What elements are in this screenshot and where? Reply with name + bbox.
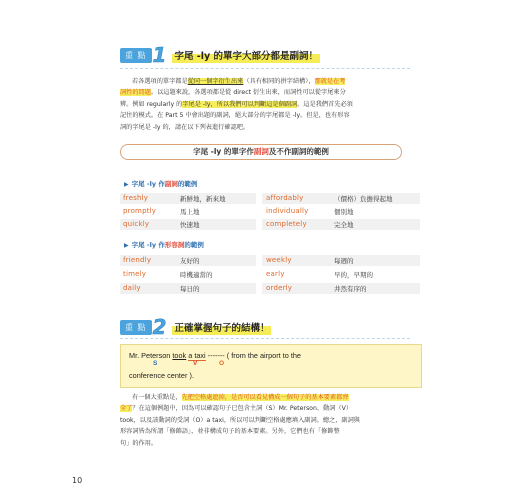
adverb-examples-label: ▶ 字尾 -ly 作副詞的範例: [124, 180, 198, 188]
adjective-examples-label: ▶ 字尾 -ly 作形容詞的範例: [124, 241, 204, 249]
object-label: O: [219, 360, 225, 367]
subject-label: S: [153, 360, 158, 367]
verb-label: V: [193, 360, 198, 367]
list-item: promptly 馬上地 individually 個別地: [123, 207, 354, 216]
triangle-bullet-icon: ▶: [124, 181, 129, 188]
dashed-divider: [120, 338, 410, 339]
dashed-divider: [120, 68, 410, 69]
list-item: timely 時機適當的 early 早的，早期的: [123, 270, 373, 279]
point-tag-label: 重 點: [120, 320, 152, 335]
point-header-2: [120, 315, 271, 339]
point-header-1: [120, 43, 320, 67]
list-item: friendly 友好的 weekly 每週的: [120, 255, 420, 266]
section-title: 正確掌握句子的結構！: [172, 319, 271, 335]
explanation-paragraph-2: 有一個大重點是，先把空格處遮掉，是否可以看見構成一個句子的基本要素都齊 全了？在這個例題中，因為可以確認句子已包含主詞（S）Mr. Peterson、動詞（V） took，以及該動詞的受詞（O）a taxi，所以可以判斷空格處應填入副詞。總之，副詞與 形容詞皆為所謂「修飾語」，並非構成句子的基本要素。另外，它們也有「修飾整 句」的作用。: [120, 394, 360, 447]
explanation-paragraph-1: 若各選項的單字都是從同一個字衍生出來（具有相同的拼字結構），那就是在考 詞性的問題。以這題來說，各選項都是從 direct 衍生出來，而詞性可以從字尾來分 辨。例如 regularly 的字尾是 -ly，所以我們可以判斷這是個副詞。這是我們首先必須 記住的模式。在 Part 5 中會出題的副詞，絕大部分的字尾都是 -ly。但是，也有形容 詞的字尾是 -ly 的，請在以下列表進行確認吧。: [120, 78, 353, 131]
list-item: quickly 快速地 completely 完全地: [120, 219, 420, 230]
page-number: 10: [72, 476, 83, 485]
point-number: 2: [152, 315, 167, 339]
table-caption: 字尾 -ly 的單字作副詞及不作副詞的範例: [120, 144, 402, 160]
example-sentence-box: [120, 344, 422, 388]
example-sentence-line-2: conference center ).: [129, 371, 194, 380]
section-title: 字尾 -ly 的單字大部分都是副詞！: [172, 47, 320, 63]
list-item: daily 每日的 orderly 井然有序的: [120, 283, 420, 294]
point-tag-label: 重 點: [120, 48, 152, 63]
triangle-bullet-icon: ▶: [124, 242, 129, 249]
list-item: freshly 新鮮地，新來地 affordably （價格）負擔得起地: [120, 193, 420, 204]
point-number: 1: [152, 43, 167, 67]
example-sentence-line-1: Mr. Peterson took a taxi ------- ( from the airport to the: [129, 351, 301, 360]
